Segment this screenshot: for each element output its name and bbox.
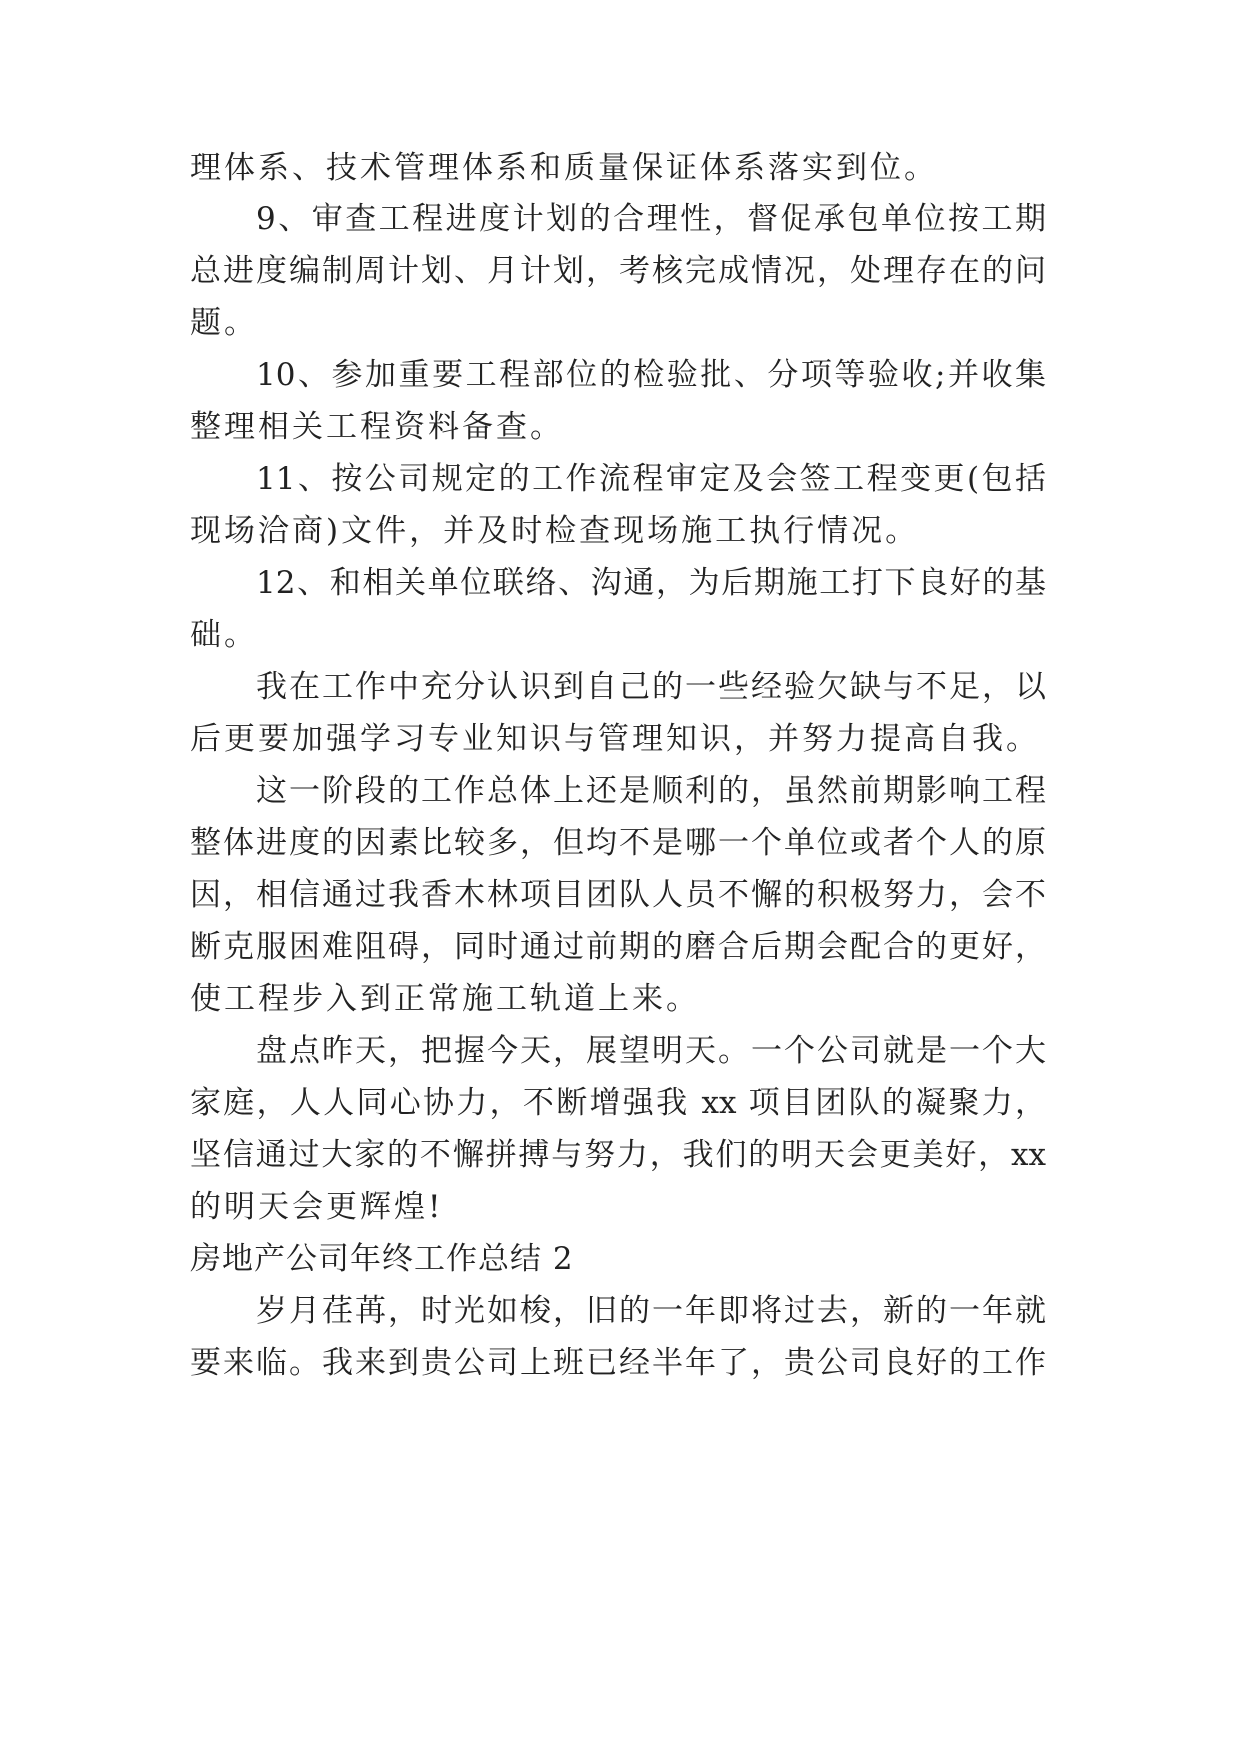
text-line: 11、按公司规定的工作流程审定及会签工程变更(包括 [256,461,1046,497]
text-line: 现场洽商)文件，并及时检查现场施工执行情况。 [190,513,920,549]
text-line: 因，相信通过我香木林项目团队人员不懈的积极努力，会不 [190,877,1046,913]
text-line: 使工程步入到正常施工轨道上来。 [190,981,700,1017]
text-line: 题。 [190,305,258,341]
text-line: 9、审查工程进度计划的合理性，督促承包单位按工期 [256,201,1046,237]
text-line: 岁月荏苒，时光如梭，旧的一年即将过去，新的一年就 [256,1293,1046,1329]
text-line: 整理相关工程资料备查。 [190,409,564,445]
text-line: 这一阶段的工作总体上还是顺利的，虽然前期影响工程 [256,773,1046,809]
text-line: 整体进度的因素比较多，但均不是哪一个单位或者个人的原 [190,825,1046,861]
text-line: 理体系、技术管理体系和质量保证体系落实到位。 [190,150,938,186]
text-line: 12、和相关单位联络、沟通，为后期施工打下良好的基 [256,565,1046,601]
section-heading: 房地产公司年终工作总结 2 [190,1241,574,1277]
text-line: 盘点昨天，把握今天，展望明天。一个公司就是一个大 [256,1033,1046,1069]
text-line: 10、参加重要工程部位的检验批、分项等验收;并收集 [256,357,1046,393]
text-line: 断克服困难阻碍，同时通过前期的磨合后期会配合的更好， [190,929,1046,965]
text-line: 的明天会更辉煌! [190,1189,444,1225]
text-line: 我在工作中充分认识到自己的一些经验欠缺与不足，以 [256,669,1046,705]
text-line: 要来临。我来到贵公司上班已经半年了，贵公司良好的工作 [190,1345,1046,1381]
text-line: 础。 [190,617,258,653]
text-line: 坚信通过大家的不懈拼搏与努力，我们的明天会更美好，xx [190,1137,1046,1173]
text-line: 家庭，人人同心协力，不断增强我 xx 项目团队的凝聚力， [190,1085,1046,1121]
text-line: 总进度编制周计划、月计划，考核完成情况，处理存在的问 [190,253,1046,289]
text-line: 后更要加强学习专业知识与管理知识，并努力提高自我。 [190,721,1040,757]
